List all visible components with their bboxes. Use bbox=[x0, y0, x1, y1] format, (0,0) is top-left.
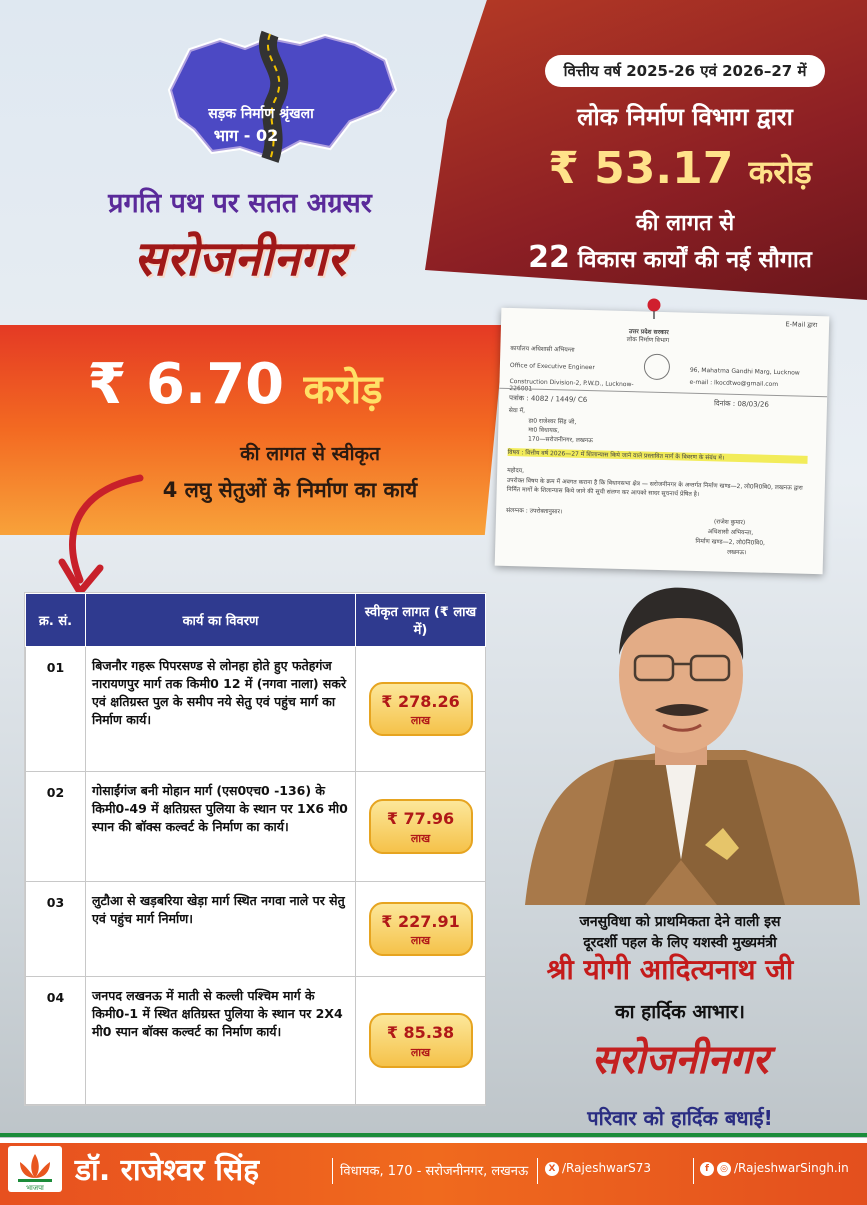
works-text: विकास कार्यों की नई सौगात bbox=[577, 247, 812, 273]
pushpin-icon bbox=[645, 298, 663, 320]
state-map-graphic bbox=[150, 30, 410, 170]
letter-to1: सेवा में, bbox=[508, 406, 526, 415]
footer-divider bbox=[693, 1158, 694, 1184]
footer-role: विधायक, 170 - सरोजनीनगर, लखनऊ bbox=[340, 1164, 529, 1179]
bridge-amount-value: ₹ 6.70 bbox=[87, 352, 285, 417]
row-description: बिजनौर गहरू पिपरसण्ड से लोनहा होते हुए फतेहगंज नारायणपुर मार्ग तक किमी0 12 में (नगवा नाला) सकरे एवं क्षतिग्रस्त पुल के समीप नये सेतु एवं पहुंच मार्ग का निर्माण कार्य। bbox=[86, 647, 356, 772]
cost-badge bbox=[369, 682, 473, 736]
header-description: कार्य का विवरण bbox=[86, 594, 356, 647]
row-cost-cell bbox=[356, 647, 486, 772]
bridge-amount-unit: करोड़ bbox=[303, 367, 383, 413]
letter-gov: उत्तर प्रदेश सरकार bbox=[628, 328, 669, 337]
letter-email-tag: E-Mail द्वारा bbox=[785, 320, 818, 330]
cost-amount: ₹ 278.26 bbox=[381, 691, 460, 711]
fb-handle: /RajeshwarSingh.in bbox=[734, 1161, 849, 1175]
emblem-icon bbox=[644, 354, 671, 381]
row-description: लुटौआ से खड़बरिया खेड़ा मार्ग स्थित नगवा नाले पर सेतु एवं पहुंच मार्ग निर्माण। bbox=[86, 882, 356, 977]
row-description: जनपद लखनऊ में माती से कल्ली पश्चिम मार्ग के किमी0-1 में स्थित क्षतिग्रस्त पुलिया के स्थान पर 2X4 मी0 स्पान बॉक्स कल्वर्ट का निर्माण कार्य। bbox=[86, 977, 356, 1105]
letter-sign-division: निर्माण खण्ड—2, लो0नि0वि0, bbox=[695, 537, 766, 547]
table-header-row bbox=[26, 594, 486, 647]
table-row bbox=[26, 977, 486, 1105]
thanks-line-1: जनसुविधा को प्राथमिकता देने वाली इस bbox=[579, 914, 781, 930]
letter-sign-title: अधिशासी अभियन्ता, bbox=[707, 528, 754, 537]
series-label: सड़क निर्माण श्रृंखला bbox=[208, 106, 314, 122]
letter-patrank: पत्रांक : 4082 / 1449/ C6 bbox=[508, 393, 588, 405]
letter-office-en: Office of Executive Engineer bbox=[509, 361, 595, 372]
total-amount-unit: करोड़ bbox=[748, 153, 812, 191]
letter-subject: विषय : वित्तीय वर्ष 2026—27 में शिलान्यास किये जाने वाले प्रस्तावित मार्ग के विवरण के संबंध में। bbox=[508, 448, 808, 464]
works-table-card bbox=[24, 592, 486, 1106]
cost-badge bbox=[369, 799, 473, 853]
financial-year-pill: वित्तीय वर्ष 2025-26 एवं 2026–27 में bbox=[545, 55, 825, 87]
cost-badge bbox=[369, 902, 473, 956]
table-row bbox=[26, 882, 486, 977]
part-label: भाग - 02 bbox=[213, 126, 279, 145]
cost-amount: ₹ 227.91 bbox=[381, 911, 460, 931]
x-handle-link[interactable] bbox=[545, 1161, 690, 1176]
footer-name: डॉ. राजेश्वर सिंह bbox=[75, 1153, 260, 1188]
table-row bbox=[26, 772, 486, 882]
cm-name: श्री योगी आदित्यनाथ जी bbox=[546, 953, 794, 986]
letter-attachment: संलग्नक : उपरोक्तानुसार। bbox=[506, 506, 563, 516]
letter-division: Construction Division-2, P.W.D., Lucknow-226001 bbox=[509, 377, 634, 393]
row-description: गोसाईंगंज बनी मोहान मार्ग (एस0एच0 -136) के किमी0-49 में क्षतिग्रस्त पुलिया के स्थान पर 1X6 मी0 स्पान की बॉक्स कल्वर्ट के निर्माण का कार्य। bbox=[86, 772, 356, 882]
signature-constituency: सरोजनीनगर bbox=[591, 1036, 769, 1083]
works-table bbox=[25, 593, 486, 1105]
footer-divider bbox=[537, 1158, 538, 1184]
letter-email: e-mail : lkocdtwo@gmail.com bbox=[689, 378, 779, 389]
letter-sign-name: (राजेश कुमार) bbox=[713, 518, 746, 527]
lotus-icon bbox=[8, 1146, 62, 1192]
letter-salutation: महोदय, bbox=[507, 466, 525, 475]
letter-body: उपरोक्त विषय के क्रम में अवगत कराना है कि विधानसभा क्षेत्र — सरोजनीनगर के अन्तर्गत निर्माण खण्ड—2, लो0नि0वि0, लखनऊ द्वारा निर्मित मार्गों के शिलान्यास किये जाने की सूची संलग्न कर आपको सादर सूचनार्थ प्रेषित है। bbox=[506, 476, 803, 498]
cost-line: की लागत से bbox=[635, 211, 735, 236]
bridges-line: 4 लघु सेतुओं के निर्माण का कार्य bbox=[162, 478, 418, 502]
party-logo bbox=[8, 1146, 62, 1192]
row-cost-cell bbox=[356, 977, 486, 1105]
letter-address: 96, Mahatma Gandhi Marg, Lucknow bbox=[689, 366, 800, 377]
x-icon: X bbox=[545, 1162, 559, 1176]
constituency-title: सरोजनीनगर bbox=[133, 231, 347, 287]
footer-divider bbox=[332, 1158, 333, 1184]
table-row bbox=[26, 647, 486, 772]
thanks-line-2: दूरदर्शी पहल के लिए यशस्वी मुख्यमंत्री bbox=[583, 935, 777, 951]
row-number: 03 bbox=[26, 882, 86, 977]
row-number: 01 bbox=[26, 647, 86, 772]
instagram-icon: ◎ bbox=[717, 1162, 731, 1176]
cost-unit: लाख bbox=[410, 934, 431, 948]
cost-badge bbox=[369, 1013, 473, 1067]
x-handle: /RajeshwarS73 bbox=[562, 1161, 652, 1175]
tagline: प्रगति पथ पर सतत अग्रसर bbox=[108, 188, 372, 219]
facebook-handle-link[interactable] bbox=[700, 1161, 867, 1176]
letter-dinank: दिनांक : 08/03/26 bbox=[713, 399, 769, 409]
cost-amount: ₹ 77.96 bbox=[386, 809, 455, 829]
cost-unit: लाख bbox=[410, 1045, 431, 1059]
letter-dept: लोक निर्माण विभाग bbox=[626, 336, 670, 345]
curved-arrow-icon bbox=[40, 470, 150, 600]
row-cost-cell bbox=[356, 772, 486, 882]
works-count: 22 bbox=[528, 240, 570, 275]
letter-to3: मा0 विधायक, bbox=[528, 426, 560, 435]
letter-office-hi: कार्यालय अधिशासी अभियन्ता bbox=[510, 345, 575, 354]
bridge-amount bbox=[40, 352, 430, 417]
footer-accent-line bbox=[0, 1133, 867, 1137]
thanks-line-3: का हार्दिक आभार। bbox=[614, 1001, 746, 1023]
department-line: लोक निर्माण विभाग द्वारा bbox=[577, 103, 793, 131]
header-serial: क्र. सं. bbox=[26, 594, 86, 647]
letter-to2: डा0 राजेश्वर सिंह जी, bbox=[528, 417, 577, 426]
approved-line: की लागत से स्वीकृत bbox=[240, 443, 380, 465]
logo-text: भाजपा bbox=[26, 1184, 44, 1192]
facebook-icon: f bbox=[700, 1162, 714, 1176]
cost-unit: लाख bbox=[410, 714, 431, 728]
total-amount-value: ₹ 53.17 bbox=[548, 143, 734, 194]
sanction-letter bbox=[495, 308, 830, 574]
header-cost: स्वीकृत लागत (₹ लाख में) bbox=[356, 594, 486, 647]
thanks-text bbox=[500, 912, 860, 954]
row-number: 04 bbox=[26, 977, 86, 1105]
letter-to4: 170—सरोजनीनगर, लखनऊ bbox=[527, 435, 593, 445]
row-cost-cell bbox=[356, 882, 486, 977]
cost-amount: ₹ 85.38 bbox=[386, 1023, 455, 1043]
family-greeting: परिवार को हार्दिक बधाई! bbox=[587, 1106, 773, 1130]
letter-sign-city: लखनऊ। bbox=[727, 548, 747, 557]
cost-unit: लाख bbox=[410, 831, 431, 845]
total-amount bbox=[500, 143, 860, 194]
row-number: 02 bbox=[26, 772, 86, 882]
works-line bbox=[480, 240, 860, 275]
leader-portrait bbox=[495, 560, 867, 905]
